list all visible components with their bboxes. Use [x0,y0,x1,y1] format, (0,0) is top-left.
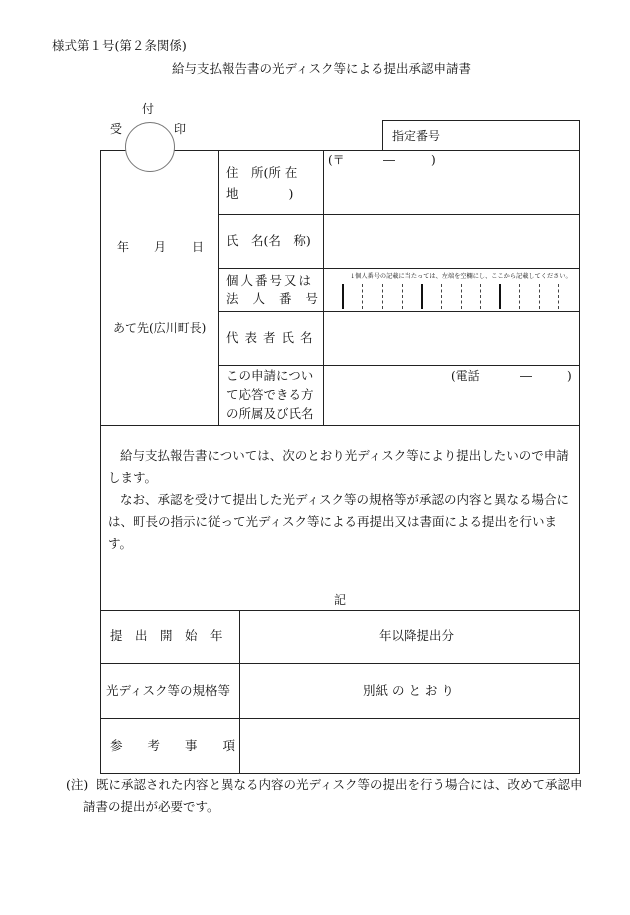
footnote-line-1: 既に承認された内容と異なる内容の光ディスク等の提出を行う場合には、改めて承認申 [96,777,583,792]
date-year: 年 [117,240,130,254]
body-paragraph-1: 給与支払報告書については、次のとおり光ディスク等により提出したいので申請します。 [108,448,569,485]
footnote-mark: (注) [66,777,89,792]
id-label-2: 法人番号 [226,291,333,306]
stamp-right-label: 印 [174,122,187,136]
start-year-value[interactable]: 年以降提出分 [379,628,455,643]
stamp-top-label: 付 [142,102,155,116]
phone-open[interactable]: (電話 [451,369,480,383]
page-title: 給与支払報告書の光ディスク等による提出承認申請書 [172,61,472,76]
representative-label: 代表者氏名 [226,330,319,345]
date-month: 月 [154,240,167,254]
date-day: 日 [192,240,205,254]
footnote-line-2: 請書の提出が必要です。 [83,799,220,814]
contact-label-3: の所属及び氏名 [226,406,314,421]
addressee: あて先(広川町長) [113,321,207,335]
id-number-digit-grid[interactable] [342,284,574,309]
phone-dash: ― [520,369,532,383]
designation-label: 指定番号 [392,129,441,143]
postal-close: ) [431,153,436,167]
id-note: ↓個人番号の記載に当たっては、左端を空欄にし、ここから記載してください。 [350,273,572,280]
form-number: 様式第１号(第２条関係) [52,38,187,53]
remarks-label: 参 考 事 項 [110,738,236,753]
stamp-left-label: 受 [110,122,123,136]
receipt-stamp-circle [125,122,175,172]
body-paragraph-2: なお、承認を受けて提出した光ディスク等の規格等が承認の内容と異なる場合には、町長の指示に従って光ディスク等による再提出又は書面による提出を行います。 [108,492,570,551]
start-year-label: 提 出 開 始 年 [110,628,223,643]
postal-dash: ― [383,153,395,167]
ki-heading: 記 [334,593,347,607]
name-label: 氏 名(名 称) [226,233,311,248]
address-label-2: 地 ) [226,186,294,201]
contact-label-1: この申請につい [226,368,314,383]
contact-label-2: て応答できる方 [226,387,314,402]
disk-spec-label: 光ディスク等の規格等 [106,683,231,698]
phone-close: ) [567,369,572,383]
postal-open[interactable]: (〒 [328,153,345,167]
id-label-1: 個人番号又は [226,273,314,288]
disk-spec-value: 別紙 の と お り [363,683,454,698]
address-label-1: 住 所(所 在 [226,165,298,180]
